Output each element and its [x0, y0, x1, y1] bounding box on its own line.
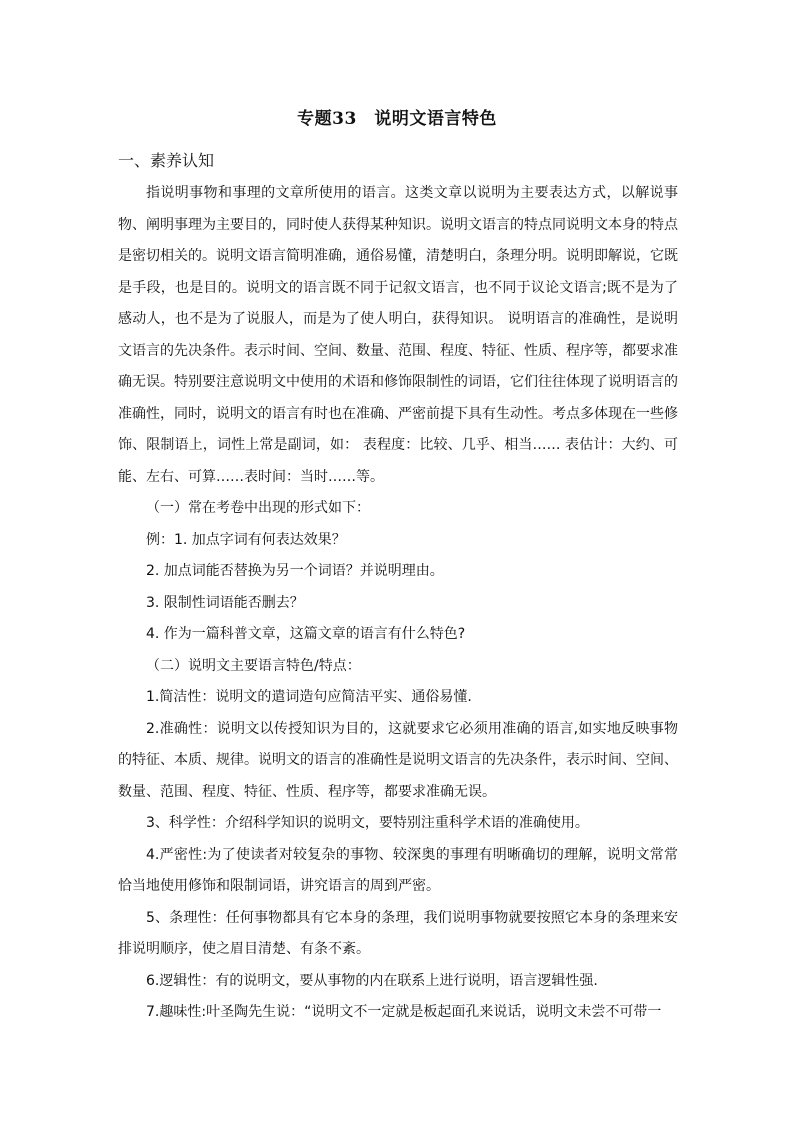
- paragraph-feature-scientific: 3、科学性：介绍科学知识的说明文，要特别注重科学术语的准确使用。: [146, 815, 589, 831]
- paragraph-example-1: 例：1. 加点字词有何表达效果？: [146, 531, 346, 548]
- document-body: [118, 178, 678, 1028]
- document-title: 专题33 说明文语言特色: [297, 109, 497, 129]
- paragraph-forms-heading: （一）常在考卷中出现的形式如下：: [146, 500, 370, 516]
- paragraph-feature-interest: 7.趣味性:叶圣陶先生说：“说明文不一定就是板起面孔来说话，说明文未尝不可带一: [146, 1004, 662, 1020]
- paragraph-example-2: 2. 加点词能否替换为另一个词语？并说明理由。: [146, 563, 444, 579]
- paragraph-features-heading: （二）说明文主要语言特色/特点：: [146, 657, 361, 674]
- paragraph-example-3: 3. 限制性词语能否删去？: [146, 594, 304, 611]
- section-heading: 一、素养认知: [118, 151, 215, 170]
- paragraph-intro: 指说明事物和事理的文章所使用的语言。这类文章以说明为主要表达方式，以解说事物、阐明事理为主要目的，同时使人获得某种知识。说明文语言的特点同说明文本身的特点是密切相关的。说明文语言简明准确，通俗易懂，清楚明白，条理分明。说明即解说，它既是手段，也是目的。说明文的语言既不同于记叙文语言，也不同于议论文语言;既不是为了感动人，也不是为了说服人，而是为了使人明白，获得知识。 说明语言的准确性，是说明文语言的先决条件。表示时间、空间、数量、范围、程度、特征、性质、程序等，都要求准确无误。特别要注意说明文中使用的术语和修饰限制性的词语，它们往往体现了说明语言的准确性，同时，说明文的语言有时也在准确、严密前提下具有生动性。考点多体现在一些修饰、限制语上，词性上常是副词，如： 表程度：比较、几乎、相当…… 表估计：大约、可能、左右、可算……表时间：当时……等。: [118, 185, 678, 485]
- paragraph-feature-organization: 5、条理性：任何事物都具有它本身的条理，我们说明事物就要按照它本身的条理来安排说明顺序，使之眉目清楚、有条不紊。: [118, 909, 678, 957]
- paragraph-example-4: 4. 作为一篇科普文章，这篇文章的语言有什么特色?: [146, 626, 466, 642]
- paragraph-feature-accuracy: 2.准确性：说明文以传授知识为目的，这就要求它必须用准确的语言,如实地反映事物的特征、本质、规律。说明文的语言的准确性是说明文语言的先决条件，表示时间、空间、数量、范围、程度、特征、性质、程序等，都要求准确无误。: [118, 720, 678, 800]
- paragraph-feature-logic: 6.逻辑性：有的说明文，要从事物的内在联系上进行说明，语言逻辑性强.: [146, 972, 598, 989]
- paragraph-feature-conciseness: 1.简洁性：说明文的遣词造句应简洁平实、通俗易懂.: [146, 689, 472, 705]
- paragraph-feature-rigor: 4.严密性:为了使读者对较复杂的事物、较深奥的事理有明晰确切的理解，说明文常常恰当地使用修饰和限制词语，讲究语言的周到严密。: [118, 846, 678, 894]
